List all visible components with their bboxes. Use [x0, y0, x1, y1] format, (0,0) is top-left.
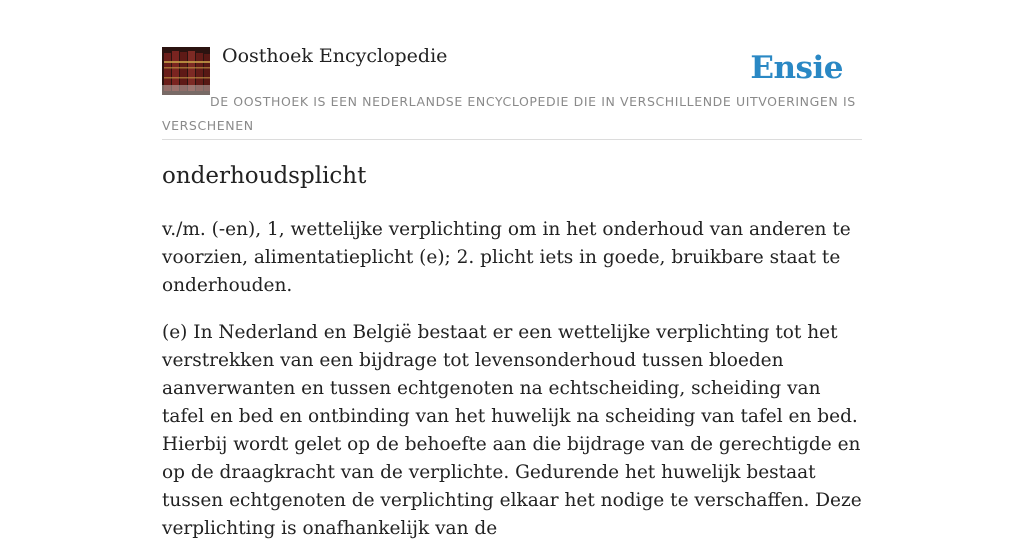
source-subtitle: DE OOSTHOEK IS EEN NEDERLANDSE ENCYCLOPEDIE DIE IN VERSCHILLENDE UITVOERINGEN IS VERSCHENEN — [162, 94, 856, 133]
source-avatar[interactable] — [162, 47, 210, 95]
article-headword: onderhoudsplicht — [162, 163, 367, 189]
article-paragraph: v./m. (-en), 1, wettelijke verplichting om in het onderhoud van anderen te voorzien, alimentatieplicht (e); 2. plicht iets in goede, bruikbare staat te onderhouden. — [162, 219, 851, 296]
brand-logo[interactable]: Ensie — [750, 50, 843, 86]
article-paragraph: (e) In Nederland en België bestaat er een wettelijke verplichting tot het verstrekken van een bijdrage tot levensonderhoud tussen bloeden aanverwanten en tussen echtgenoten na echtscheiding, scheiding van tafel en bed en ontbinding van het huwelijk na scheiding van tafel en bed. Hierbij wordt gelet op de behoefte aan die bijdrage van de gerechtigde en op de draagkracht van de verplichte. Gedurende het huwelijk bestaat tussen echtgenoten de verplichting elkaar het nodige te verschaffen. Deze verplichting is onafhankelijk van de — [162, 322, 862, 539]
source-title[interactable]: Oosthoek Encyclopedie — [222, 45, 448, 67]
encyclopedia-books-icon — [162, 47, 210, 95]
header-divider — [162, 139, 862, 140]
